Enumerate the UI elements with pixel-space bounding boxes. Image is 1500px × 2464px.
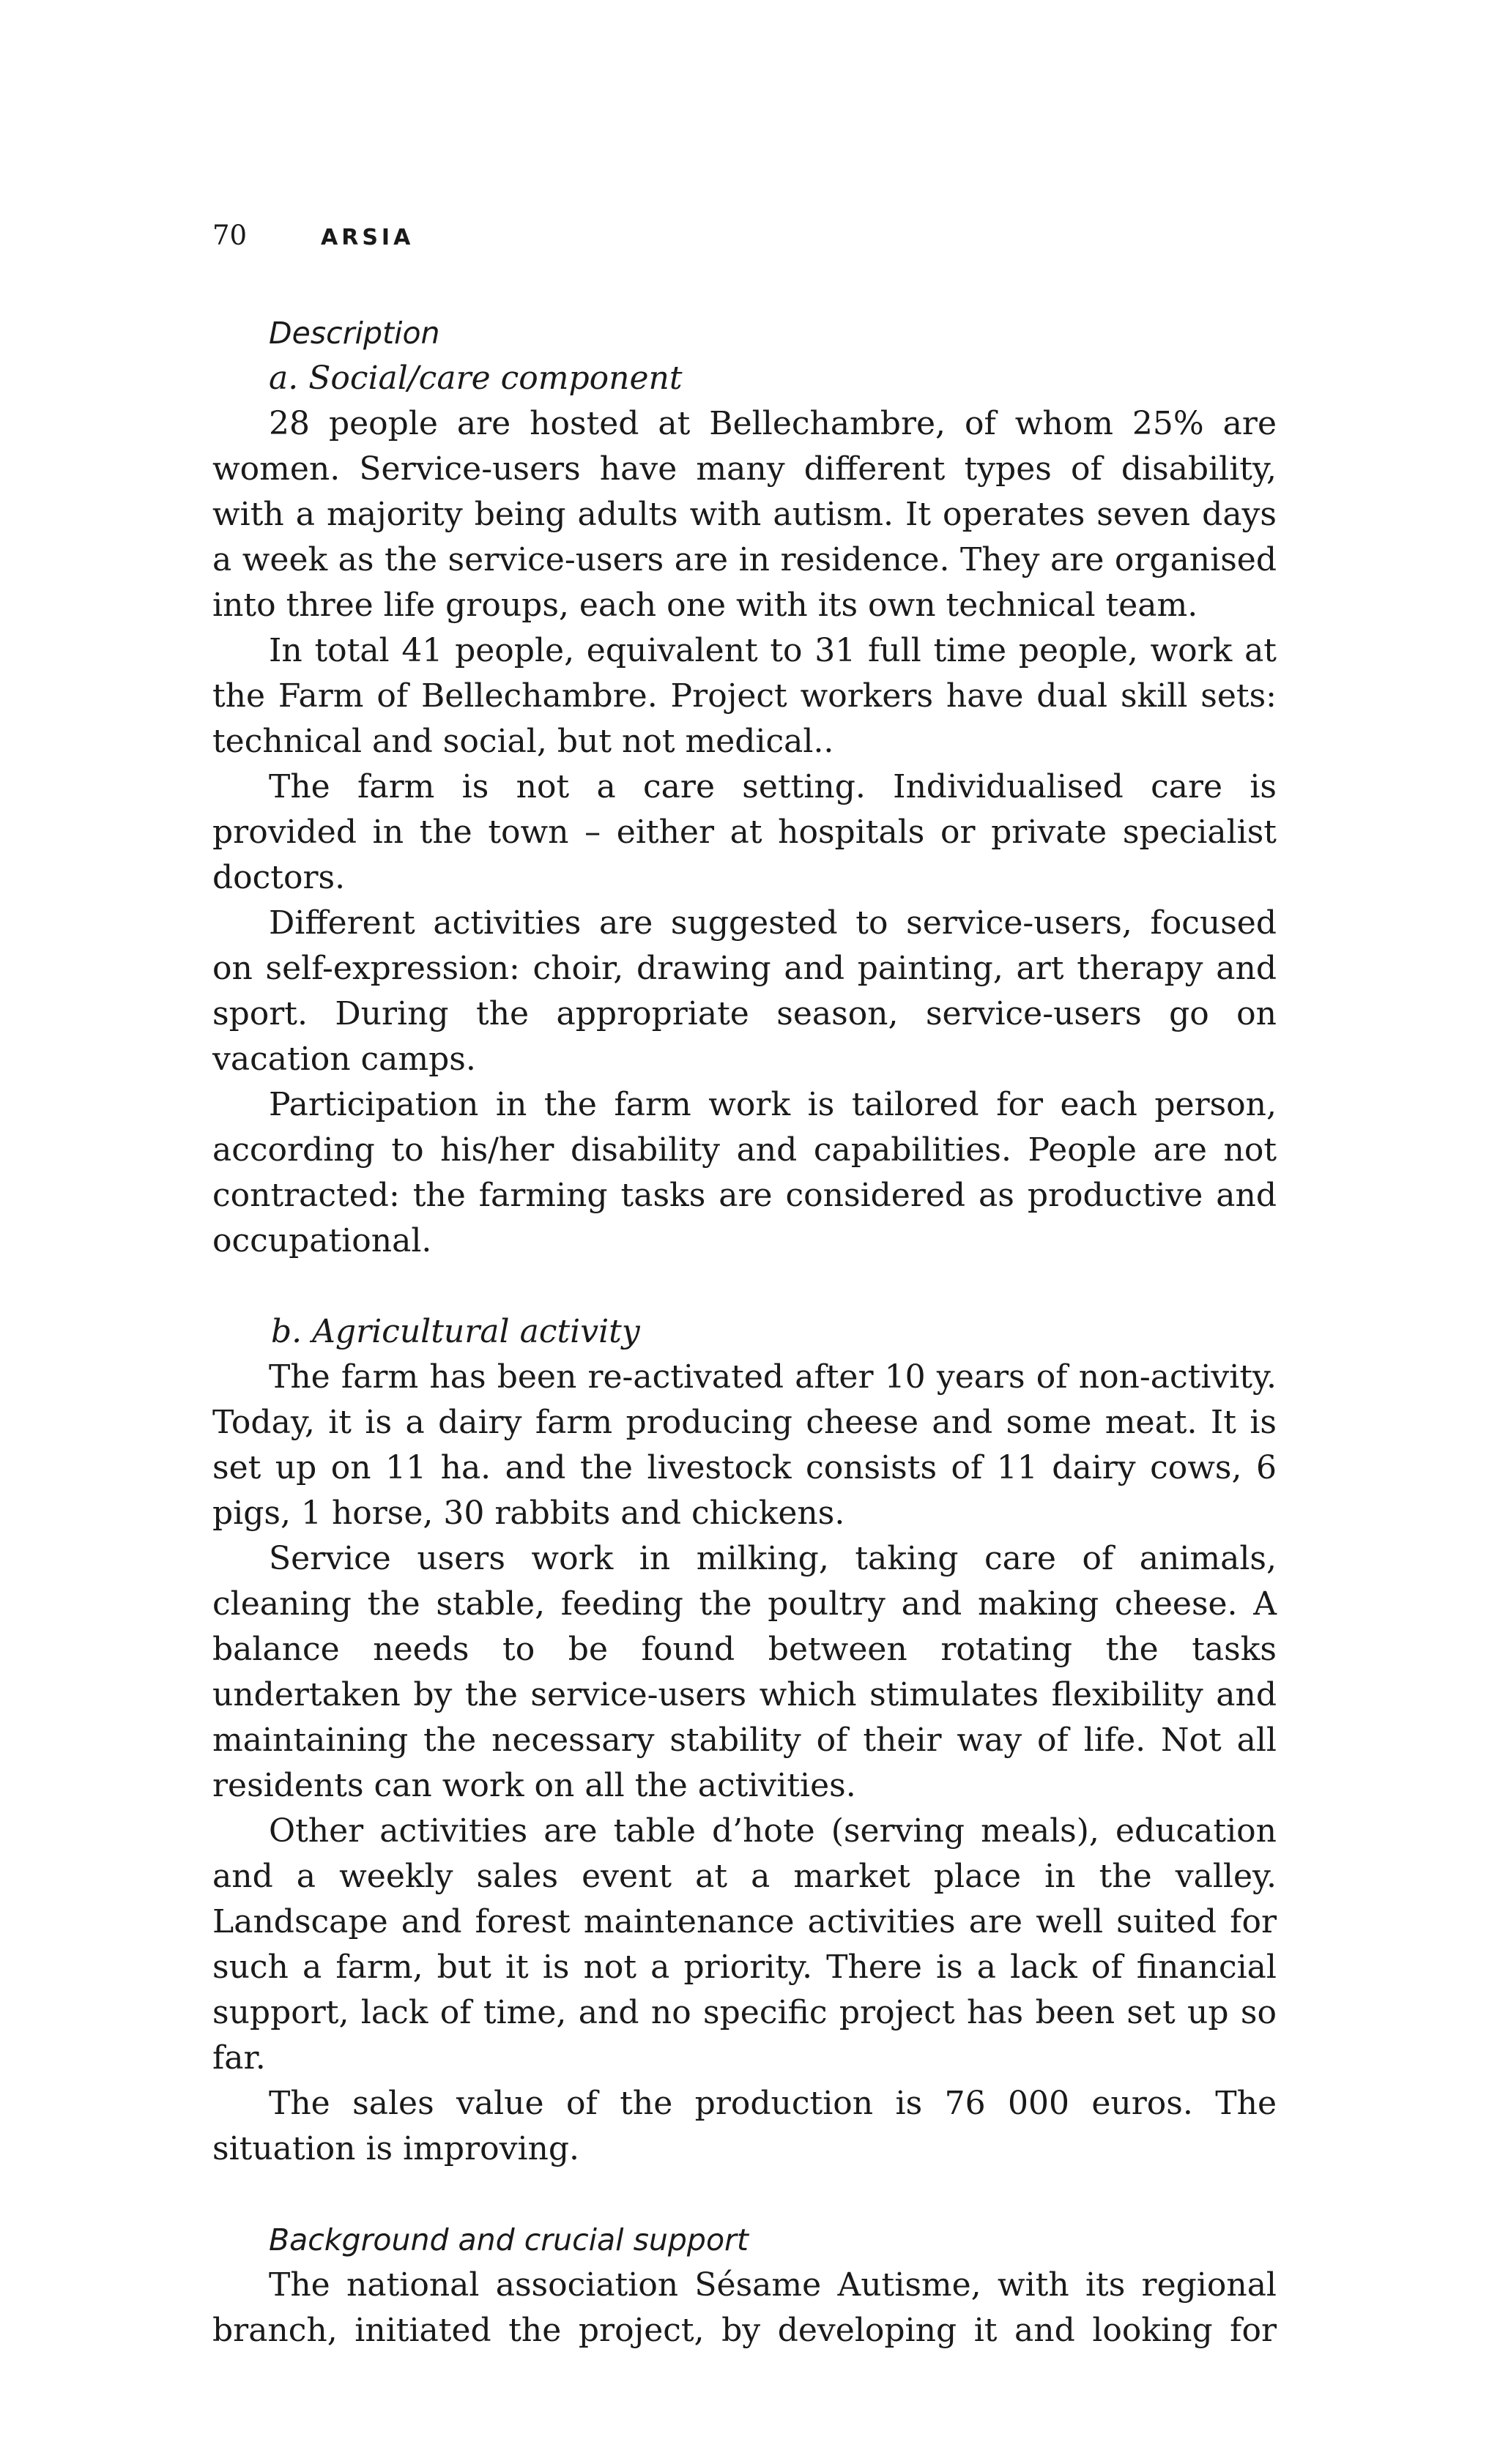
body-text (212, 310, 1277, 2353)
page-number: 70 (212, 220, 248, 251)
paragraph: Different activities are suggested to service-users, focused on self-expression: choir, drawing and painting, art therapy and sport. During the appropriate season, service-users go on vacation camps. (212, 904, 1277, 1078)
section-heading-background: Background and crucial support (269, 2222, 749, 2258)
paragraph: Other activities are table d’hote (serving meals), education and a weekly sales event at a market place in the valley. Landscape and forest maintenance activities are well suited for such a farm, but it is not a priority. There is a lack of financial support, lack of time, and no specific project has been set up so far. (212, 1812, 1277, 2077)
paragraph: Participation in the farm work is tailored for each person, according to his/her disability and capabilities. People are not contracted: the farming tasks are considered as productive and occupational. (212, 1086, 1277, 1259)
paragraph: 28 people are hosted at Bellechambre, of whom 25% are women. Service-users have many different types of disability, with a majority being adults with autism. It operates seven days a week as the service-users are in residence. They are organised into three life groups, each one with its own technical team. (212, 405, 1277, 624)
spacer (212, 2172, 1277, 2217)
running-head (212, 220, 414, 264)
paragraph: The national association Sésame Autisme, with its regional branch, initiated the project, by developing it and looking for (212, 2266, 1277, 2349)
paragraph: Service users work in milking, taking care of animals, cleaning the stable, feeding the poultry and making cheese. A balance needs to be found between rotating the tasks undertaken by the service-users which stimulates flexibility and maintaining the necessary stability of their way of life. Not all residents can work on all the activities. (212, 1540, 1277, 1804)
subsection-heading-social: a. Social/care component (269, 360, 683, 397)
paragraph: The farm has been re-activated after 10 years of non-activity. Today, it is a dairy farm producing cheese and some meat. It is set up on 11 ha. and the livestock consists of 11 dairy cows, 6 pigs, 1 horse, 30 rabbits and chickens. (212, 1358, 1277, 1532)
subsection-heading-agricultural: b. Agricultural activity (271, 1313, 640, 1350)
journal-name: ARSIA (321, 225, 415, 250)
paragraph: In total 41 people, equivalent to 31 full time people, work at the Farm of Bellechambre. Project workers have dual skill sets: technical and social, but not medical.. (212, 632, 1277, 760)
section-heading-description: Description (269, 316, 440, 351)
spacer (212, 1264, 1277, 1309)
paragraph: The sales value of the production is 76 000 euros. The situation is improving. (212, 2085, 1277, 2167)
paragraph: The farm is not a care setting. Individualised care is provided in the town – either at hospitals or private specialist doctors. (212, 768, 1277, 896)
